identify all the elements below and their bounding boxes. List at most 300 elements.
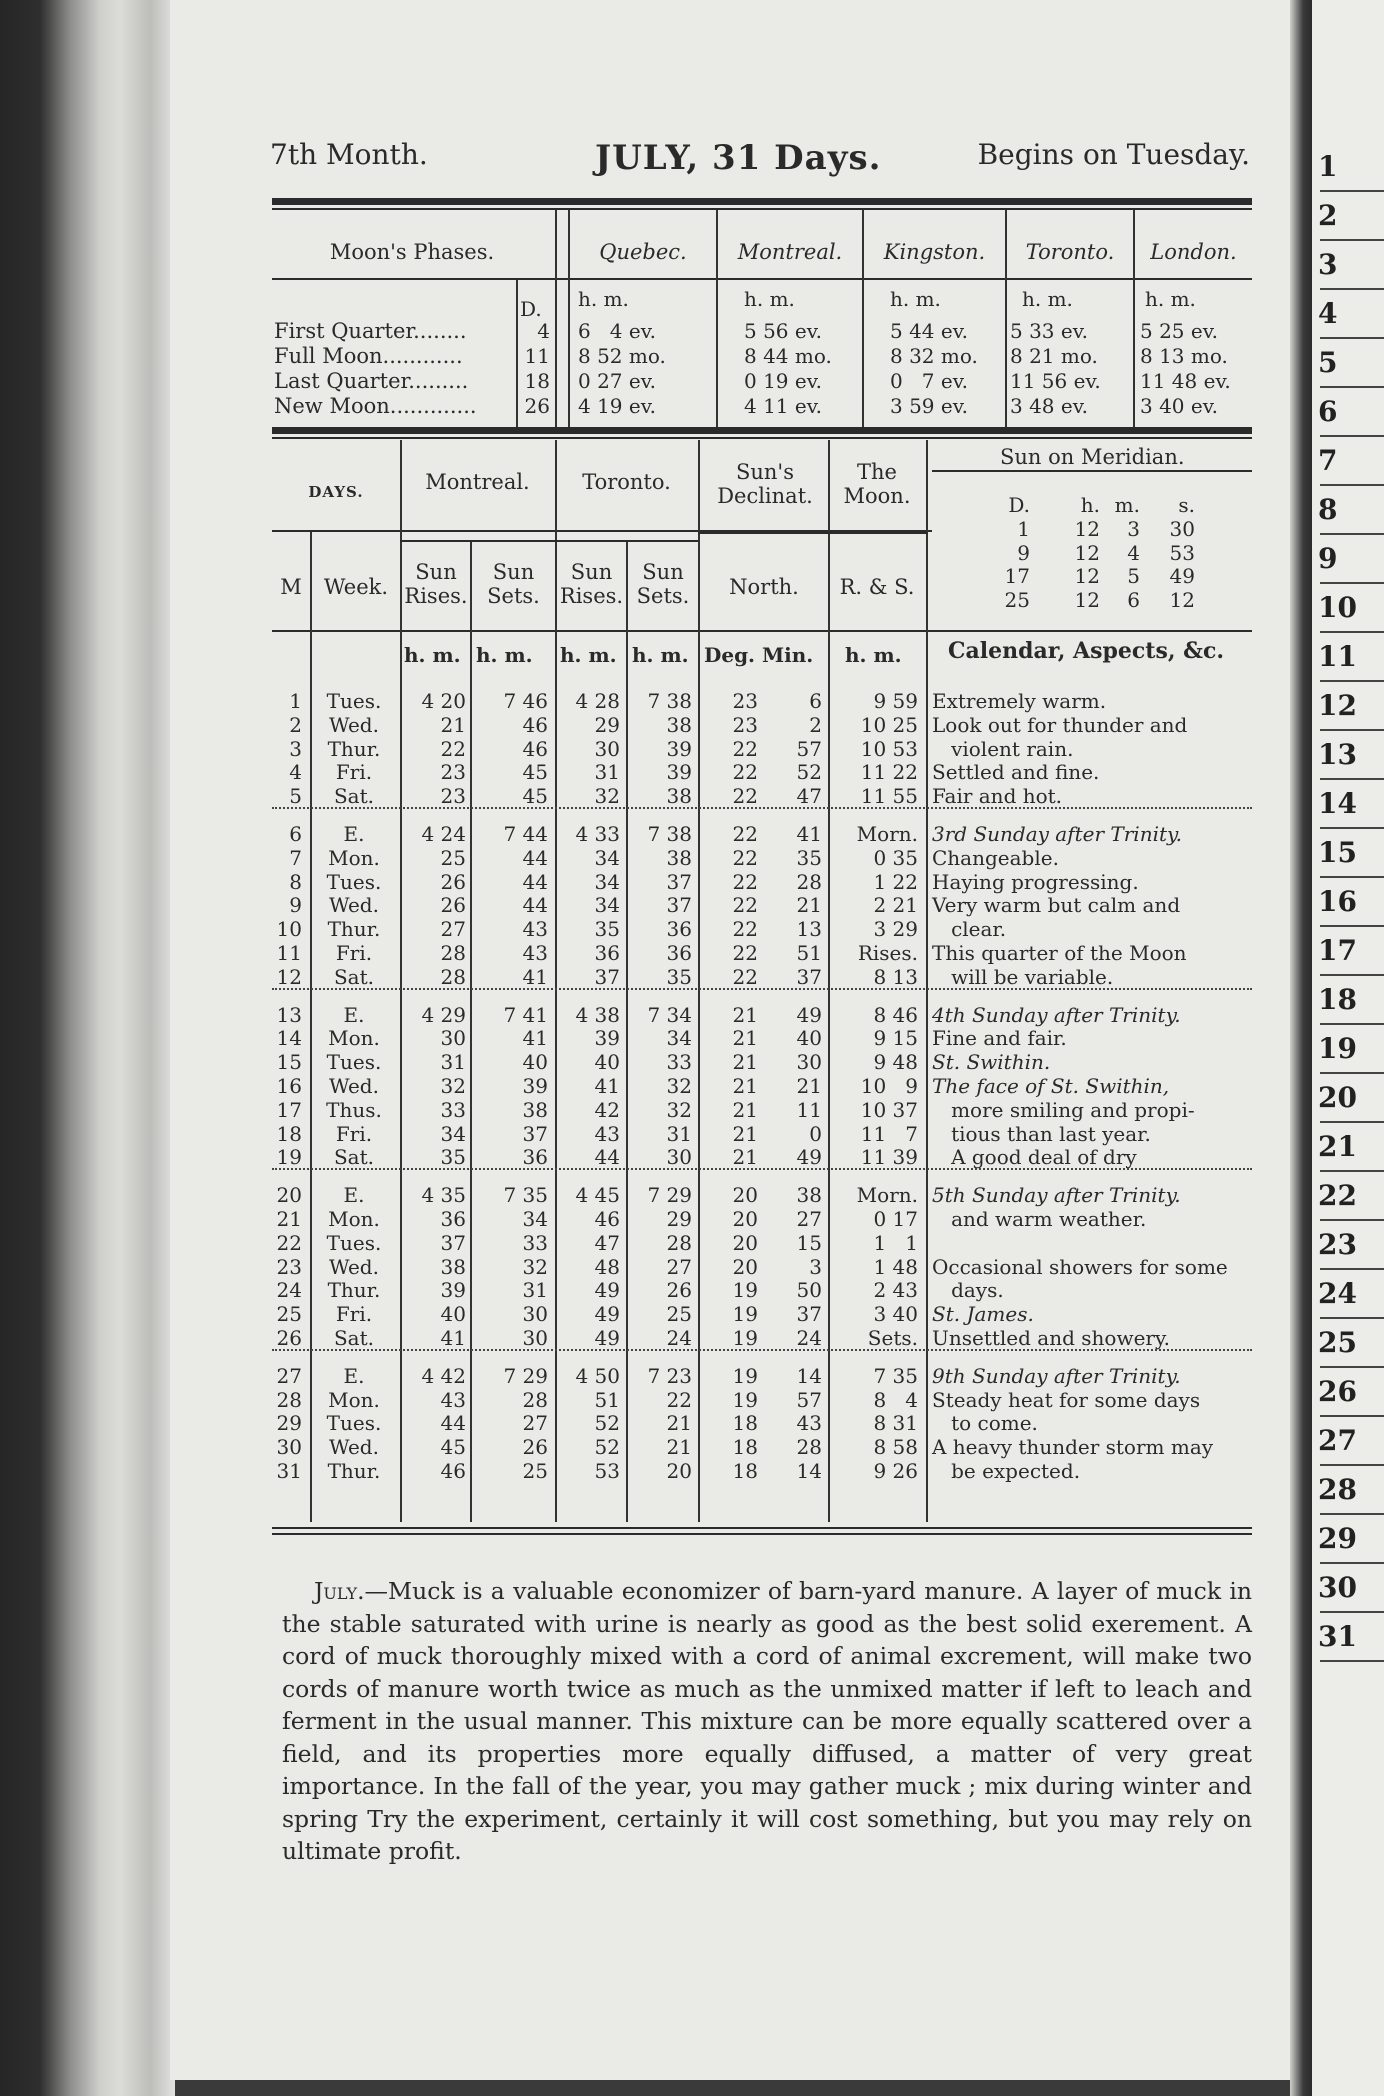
day-cell: 11	[796, 1097, 822, 1122]
facing-rule	[1320, 1562, 1384, 1564]
day-cell: 49	[796, 1145, 822, 1170]
days-heading: DAYS.	[308, 483, 364, 501]
montreal-sun-rises: Sun Rises.	[404, 560, 468, 608]
hm-unit: h. m.	[560, 643, 617, 667]
phase-day: 18	[524, 369, 550, 393]
day-cell: 43	[522, 917, 548, 942]
phase-time: 8 13 mo.	[1140, 344, 1228, 368]
day-cell: 49	[796, 1002, 822, 1027]
day-cell: 20	[732, 1230, 758, 1255]
day-cell: E.	[343, 822, 365, 846]
day-cell: 33	[522, 1230, 548, 1255]
phase-time: 0 7 ev.	[890, 369, 968, 393]
day-cell: 10 37	[860, 1097, 918, 1122]
hm-unit: h. m.	[476, 643, 533, 667]
day-cell: 22	[440, 736, 466, 761]
calendar-note: Changeable.	[932, 845, 1059, 870]
day-cell: 34	[594, 845, 620, 870]
day-cell: 11	[276, 941, 302, 965]
meridian-cell: 12	[1074, 564, 1100, 589]
day-cell: 22	[276, 1230, 302, 1255]
day-cell: 34	[594, 869, 620, 894]
week-heading: Week.	[323, 575, 389, 599]
day-cell: 46	[594, 1207, 620, 1231]
phase-time: 0 19 ev.	[744, 369, 823, 393]
page-title: JULY, 31 Days.	[595, 138, 882, 178]
day-cell: 14	[796, 1459, 822, 1483]
facing-number: 25	[1318, 1326, 1357, 1359]
day-cell: 4 20	[421, 689, 466, 713]
day-cell: 32	[522, 1254, 548, 1279]
calendar-note: days.	[932, 1278, 1004, 1303]
page-header	[270, 138, 1250, 182]
phase-time: 8 52 mo.	[578, 344, 666, 368]
day-cell: 1	[289, 689, 302, 713]
week-separator	[272, 807, 1252, 809]
phase-name: First Quarter........	[274, 319, 467, 343]
day-cell: 21	[732, 1050, 758, 1075]
day-cell: Fri.	[335, 941, 373, 965]
phase-name: New Moon.............	[274, 394, 477, 418]
day-cell: 31	[522, 1278, 548, 1303]
calendar-note: violent rain.	[932, 736, 1074, 761]
facing-rule	[1320, 1513, 1384, 1515]
facing-number: 29	[1318, 1522, 1357, 1555]
day-cell: 25	[522, 1459, 548, 1483]
day-cell: 52	[594, 1411, 620, 1436]
day-cell: 10 25	[860, 712, 918, 737]
meridian-cell: 3	[1127, 516, 1140, 541]
meridian-cell: 5	[1127, 564, 1140, 589]
day-cell: 22	[732, 822, 758, 846]
day-cell: 45	[522, 784, 548, 809]
day-cell: 21	[666, 1435, 692, 1460]
calendar-note: to come.	[932, 1411, 1038, 1436]
facing-number: 5	[1318, 346, 1338, 379]
toronto-heading: Toronto.	[582, 470, 671, 494]
day-cell: 34	[594, 893, 620, 918]
facing-rule	[1320, 876, 1384, 878]
facing-number: 12	[1318, 689, 1357, 722]
day-cell: 10 53	[860, 736, 918, 761]
meridian-cell: 9	[1017, 540, 1030, 565]
calendar-note: will be variable.	[932, 964, 1114, 989]
day-cell: 4 45	[575, 1183, 620, 1208]
day-cell: 14	[796, 1363, 822, 1388]
day-cell: Sat.	[333, 964, 375, 989]
day-cell: 13	[276, 1002, 302, 1027]
day-cell: E.	[343, 1183, 365, 1208]
col-divider	[828, 440, 830, 1522]
day-cell: Tues.	[326, 1230, 382, 1255]
day-cell: 26	[276, 1326, 302, 1350]
meridian-row	[990, 542, 1195, 566]
m-divider	[310, 532, 312, 1522]
day-cell: 15	[276, 1050, 302, 1075]
day-cell: 19	[732, 1387, 758, 1412]
calendar-note: Look out for thunder and	[932, 712, 1188, 737]
facing-rule	[1320, 1611, 1384, 1613]
day-cell: Thur.	[327, 1278, 381, 1303]
day-cell: 7 44	[503, 822, 548, 846]
day-cell: 7 46	[503, 689, 548, 713]
facing-number: 26	[1318, 1375, 1357, 1408]
day-cell: 40	[440, 1302, 466, 1327]
book-spine	[0, 0, 175, 2096]
day-cell: 20	[732, 1254, 758, 1279]
calendar-note: Unsettled and showery.	[932, 1326, 1170, 1350]
day-cell: 34	[522, 1207, 548, 1231]
day-cell: 57	[796, 1387, 822, 1412]
day-cell: 0 35	[873, 845, 918, 870]
day-cell: 44	[522, 869, 548, 894]
meridian-col-head: h.	[1080, 493, 1100, 517]
day-cell: 21	[732, 1002, 758, 1027]
day-cell: E.	[343, 1002, 365, 1027]
declin-sub-rule	[698, 532, 928, 534]
day-cell: 30	[522, 1326, 548, 1350]
day-cell: 11 7	[860, 1121, 918, 1146]
calendar-note: Extremely warm.	[932, 689, 1107, 713]
day-cell: Mon.	[328, 845, 380, 870]
facing-number: 1	[1318, 150, 1338, 183]
meridian-row	[990, 565, 1195, 589]
day-cell: 37	[440, 1230, 466, 1255]
day-cell: 2 21	[873, 893, 918, 918]
day-cell: 18	[276, 1121, 302, 1146]
day-cell: 32	[666, 1097, 692, 1122]
day-cell: 3	[289, 736, 302, 761]
meridian-cell: 25	[1004, 588, 1030, 613]
day-cell: Fri.	[335, 1121, 373, 1146]
facing-number: 19	[1318, 1032, 1357, 1065]
month-number: 7th Month.	[270, 138, 428, 171]
day-cell: 21	[732, 1074, 758, 1098]
day-cell: Morn.	[856, 822, 918, 846]
phase-time: 5 25 ev.	[1140, 319, 1219, 343]
day-cell: 32	[594, 784, 620, 809]
deg-min-unit: Deg. Min.	[704, 643, 814, 667]
day-cell: 29	[594, 712, 620, 737]
facing-rule	[1320, 386, 1384, 388]
day-cell: 38	[440, 1254, 466, 1279]
col-divider	[926, 440, 928, 1522]
meridian-cell: 17	[1004, 564, 1030, 589]
paragraph-text: —Muck is a valuable economizer of barn-yard manure. A layer of muck in the stable saturated with urine is nearly as good as the best solid exerement. A cord of muck thoroughly mixed with a cord of animal excrement, will make two cords of manure worth twice as much as the unmixed matter if left to leach and ferment in the usual manner. This mixture can be more equally scattered over a field, and its properties more equally diffused, a matter of very great importance. In the fall of the year, you may gather muck ; mix during winter and spring Try the experiment, certainly it will cost something, but you may rely on ultimate profit.	[282, 1577, 1252, 1865]
facing-number: 11	[1318, 640, 1357, 673]
day-cell: 11 39	[860, 1145, 918, 1170]
day-cell: 25	[276, 1302, 302, 1327]
meridian-row	[990, 589, 1195, 613]
facing-rule	[1320, 484, 1384, 486]
day-cell: 39	[594, 1026, 620, 1051]
calendar-note: St. James.	[932, 1302, 1034, 1327]
calendar-note: Fair and hot.	[932, 784, 1063, 809]
day-cell: 17	[276, 1097, 302, 1122]
facing-number: 3	[1318, 248, 1338, 281]
day-cell: 35	[666, 964, 692, 989]
day-cell: 11 22	[860, 760, 918, 785]
top-rule-thin	[272, 208, 1252, 210]
facing-rule	[1320, 1023, 1384, 1025]
day-cell: 7 38	[647, 822, 692, 846]
day-cell: 40	[796, 1026, 822, 1051]
day-cell: 37	[522, 1121, 548, 1146]
phase-day: 26	[524, 394, 550, 418]
day-cell: Rises.	[857, 941, 918, 965]
facing-number: 20	[1318, 1081, 1357, 1114]
moon-phases-heading: Moon's Phases.	[329, 240, 495, 264]
week-separator	[272, 1349, 1252, 1351]
day-cell: 57	[796, 736, 822, 761]
day-cell: 49	[594, 1302, 620, 1327]
calendar-note: Very warm but calm and	[932, 893, 1181, 918]
day-cell: 26	[522, 1435, 548, 1460]
day-cell: 49	[594, 1278, 620, 1303]
day-cell: 4 35	[421, 1183, 466, 1208]
day-cell: 1 1	[873, 1230, 918, 1255]
facing-rule	[1320, 1415, 1384, 1417]
facing-rule	[1320, 190, 1384, 192]
facing-number: 31	[1318, 1620, 1357, 1653]
facing-rule	[1320, 925, 1384, 927]
day-cell: 41	[796, 822, 822, 846]
hm-label: h. m.	[744, 287, 795, 311]
day-cell: 36	[666, 917, 692, 942]
day-cell: Tues.	[326, 1050, 382, 1075]
day-cell: 9 26	[873, 1459, 918, 1483]
page-gutter	[1290, 0, 1312, 2096]
calendar-note: Haying progressing.	[932, 869, 1139, 894]
day-cell: 51	[796, 941, 822, 965]
calendar-note: and warm weather.	[932, 1207, 1147, 1231]
day-cell: 32	[440, 1074, 466, 1098]
calendar-note: tious than last year.	[932, 1121, 1151, 1146]
day-cell: 1 48	[873, 1254, 918, 1279]
day-cell: 28	[440, 941, 466, 965]
day-cell: 31	[276, 1459, 302, 1483]
day-cell: 22	[732, 845, 758, 870]
day-cell: 7 29	[503, 1363, 548, 1388]
calendar-note: 9th Sunday after Trinity.	[932, 1363, 1181, 1388]
facing-number: 16	[1318, 885, 1357, 918]
day-cell: 23	[732, 712, 758, 737]
day-cell: 23	[276, 1254, 302, 1279]
day-cell: 21	[732, 1026, 758, 1051]
day-cell: 37	[796, 1302, 822, 1327]
meridian-col-head: D.	[1008, 493, 1030, 517]
day-cell: 22	[732, 736, 758, 761]
day-cell: 39	[522, 1074, 548, 1098]
meridian-title: Sun on Meridian.	[1000, 445, 1185, 469]
north-heading: North.	[729, 575, 799, 599]
meridian-table	[990, 494, 1195, 613]
phase-day: 4	[537, 319, 550, 343]
day-cell: 27	[276, 1363, 302, 1388]
facing-rule	[1320, 1121, 1384, 1123]
day-cell: 9 59	[873, 689, 918, 713]
day-cell: 2	[289, 712, 302, 737]
day-cell: Wed.	[329, 1074, 379, 1098]
phase-time: 0 27 ev.	[578, 369, 657, 393]
day-cell: Thur.	[327, 917, 381, 942]
moon-heading: The Moon.	[843, 460, 911, 508]
day-cell: 4 33	[575, 822, 620, 846]
day-cell: 43	[440, 1387, 466, 1412]
day-cell: Sat.	[333, 1145, 375, 1170]
day-cell: 19	[732, 1278, 758, 1303]
day-cell: 4	[289, 760, 302, 785]
city-kingston: Kingston.	[883, 240, 986, 264]
day-cell: 15	[796, 1230, 822, 1255]
day-cell: Wed.	[329, 1254, 379, 1279]
day-cell: 44	[440, 1411, 466, 1436]
facing-rule	[1320, 435, 1384, 437]
day-cell: Morn.	[856, 1183, 918, 1208]
day-cell: 0 17	[873, 1207, 918, 1231]
day-cell: 47	[594, 1230, 620, 1255]
day-cell: 28	[440, 964, 466, 989]
day-cell: 38	[666, 712, 692, 737]
day-cell: 32	[666, 1074, 692, 1098]
day-cell: 22	[732, 917, 758, 942]
calendar-note: St. Swithin.	[932, 1050, 1051, 1075]
column-head-rule	[272, 630, 1252, 632]
day-cell: 30	[594, 736, 620, 761]
day-cell: 35	[440, 1145, 466, 1170]
day-cell: 45	[522, 760, 548, 785]
day-cell: 28	[666, 1230, 692, 1255]
day-cell: 48	[594, 1254, 620, 1279]
day-cell: 39	[440, 1278, 466, 1303]
day-cell: 33	[666, 1050, 692, 1075]
facing-rule	[1320, 1170, 1384, 1172]
day-cell: 30	[666, 1145, 692, 1170]
day-cell: 8 46	[873, 1002, 918, 1027]
day-cell: 40	[522, 1050, 548, 1075]
city-montreal: Montreal.	[737, 240, 843, 264]
day-cell: 30	[796, 1050, 822, 1075]
day-cell: 23	[440, 784, 466, 809]
day-cell: 26	[666, 1278, 692, 1303]
phase-time: 3 59 ev.	[890, 394, 969, 418]
day-cell: 0	[809, 1121, 822, 1146]
day-cell: 2	[809, 712, 822, 737]
day-cell: 7 34	[647, 1002, 692, 1027]
day-cell: 52	[594, 1435, 620, 1460]
day-cell: 21	[732, 1145, 758, 1170]
facing-number: 7	[1318, 444, 1338, 477]
day-cell: 20	[666, 1459, 692, 1483]
facing-rule	[1320, 680, 1384, 682]
day-cell: 22	[732, 784, 758, 809]
phase-time: 8 44 mo.	[744, 344, 832, 368]
facing-rule	[1320, 1219, 1384, 1221]
day-cell: 36	[522, 1145, 548, 1170]
facing-rule	[1320, 533, 1384, 535]
phase-time: 5 33 ev.	[1010, 319, 1089, 343]
meridian-cell: 53	[1169, 540, 1195, 565]
meridian-col-head: m.	[1114, 493, 1140, 517]
day-cell: 27	[796, 1207, 822, 1231]
day-cell: Thus.	[326, 1097, 382, 1122]
phase-time: 6 4 ev.	[578, 319, 656, 343]
facing-number: 18	[1318, 983, 1357, 1016]
day-cell: Thur.	[327, 736, 381, 761]
city-london: London.	[1150, 240, 1237, 264]
hm-unit: h. m.	[404, 643, 461, 667]
phase-time: 8 21 mo.	[1010, 344, 1098, 368]
phase-header-rule	[272, 278, 1252, 280]
meridian-row	[990, 518, 1195, 542]
day-cell: 18	[732, 1411, 758, 1436]
meridian-cell: 6	[1127, 588, 1140, 613]
calendar-note: The face of St. Swithin,	[932, 1074, 1170, 1098]
day-cell: 21	[732, 1121, 758, 1146]
day-cell: 10 9	[860, 1074, 918, 1098]
meridian-cell: 12	[1074, 516, 1100, 541]
facing-number: 17	[1318, 934, 1357, 967]
phase-name: Full Moon............	[274, 344, 463, 368]
day-cell: Wed.	[329, 893, 379, 918]
day-cell: 8	[289, 869, 302, 894]
day-cell: 52	[796, 760, 822, 785]
calendar-note: Settled and fine.	[932, 760, 1100, 785]
phase-time: 3 48 ev.	[1010, 394, 1089, 418]
day-cell: E.	[343, 1363, 365, 1388]
day-cell: 44	[594, 1145, 620, 1170]
hm-label: h. m.	[890, 287, 941, 311]
facing-rule	[1320, 288, 1384, 290]
day-cell: 25	[440, 845, 466, 870]
day-cell: 18	[732, 1435, 758, 1460]
day-cell: 7 35	[503, 1183, 548, 1208]
meridian-rule	[932, 470, 1252, 472]
day-cell: 39	[666, 760, 692, 785]
day-cell: 24	[796, 1326, 822, 1350]
calendar-note: Occasional showers for some	[932, 1254, 1228, 1279]
day-cell: 4 29	[421, 1002, 466, 1027]
main-rule-thin	[272, 437, 1252, 439]
day-cell: 20	[732, 1183, 758, 1208]
day-cell: 19	[732, 1326, 758, 1350]
meridian-cell: 1	[1017, 516, 1030, 541]
day-cell: 43	[522, 941, 548, 965]
calendar-note: Steady heat for some days	[932, 1387, 1201, 1412]
facing-number: 6	[1318, 395, 1338, 428]
calendar-note: 5th Sunday after Trinity.	[932, 1183, 1181, 1208]
facing-rule	[1320, 1464, 1384, 1466]
facing-number: 15	[1318, 836, 1357, 869]
facing-number: 4	[1318, 297, 1338, 330]
facing-rule	[1320, 1660, 1384, 1662]
day-cell: 33	[440, 1097, 466, 1122]
day-cell: 29	[666, 1207, 692, 1231]
facing-rule	[1320, 778, 1384, 780]
day-cell: Wed.	[329, 712, 379, 737]
phase-time: 11 56 ev.	[1010, 369, 1101, 393]
day-cell: Sat.	[333, 784, 375, 809]
day-cell: 21	[440, 712, 466, 737]
day-cell: 2 43	[873, 1278, 918, 1303]
day-cell: 24	[276, 1278, 302, 1303]
day-cell: 14	[276, 1026, 302, 1051]
facing-rule	[1320, 974, 1384, 976]
begins-on: Begins on Tuesday.	[977, 138, 1250, 171]
day-cell: 31	[666, 1121, 692, 1146]
day-cell: 27	[522, 1411, 548, 1436]
calendar-note: more smiling and propi-	[932, 1097, 1195, 1122]
